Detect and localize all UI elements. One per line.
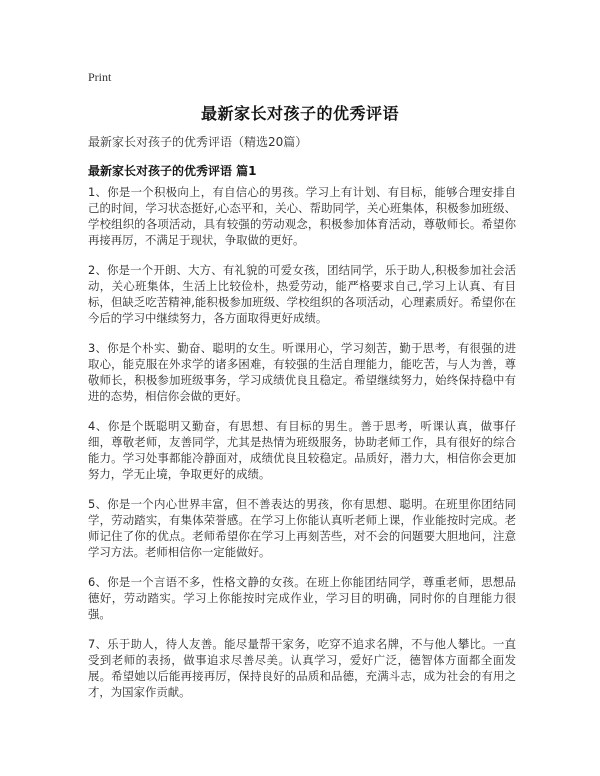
- section-heading: 最新家长对孩子的优秀评语 篇1: [88, 164, 257, 178]
- subtitle: 最新家长对孩子的优秀评语（精选20篇）: [88, 135, 308, 149]
- paragraph-7: 7、乐于助人，待人友善。能尽量帮干家务，吃穿不追求名牌，不与他人攀比。一直受到老师的表扬，做事追求尽善尽美。认真学习，爱好广泛，德智体方面都全面发展。希望她以后能再接再厉，保持良好的品质和品德，充满斗志，成为社会的有用之才，为国家作贡献。: [88, 637, 516, 699]
- article-body: [88, 184, 516, 714]
- paragraph-2: 2、你是一个开朗、大方、有礼貌的可爱女孩，团结同学，乐于助人,积极参加社会活动，关心班集体，生活上比较俭朴，热爱劳动，能严格要求自己,学习上认真、有目标，但缺乏吃苦精神,能积极参加班级、学校组织的各项活动，心理素质好。希望你在今后的学习中继续努力，各方面取得更好成绩。: [88, 263, 516, 325]
- paragraph-4: 4、你是个既聪明又勤奋，有思想、有目标的男生。善于思考，听课认真，做事仔细，尊敬老师，友善同学，尤其是热情为班级服务，协助老师工作，具有很好的综合能力。学习处事都能冷静面对，成绩优良且较稳定。品质好，潜力大，相信你会更加努力，学无止境，争取更好的成绩。: [88, 419, 516, 481]
- print-link[interactable]: Print: [88, 70, 112, 84]
- paragraph-1: 1、你是一个积极向上，有自信心的男孩。学习上有计划、有目标，能够合理安排自己的时间，学习状态挺好,心态平和，关心、帮助同学，关心班集体，积极参加班级、学校组织的各项活动，具有较强的劳动观念，积极参加体育活动，尊敬师长。希望你再接再厉，不满足于现状，争取做的更好。: [88, 185, 516, 247]
- page-title: 最新家长对孩子的优秀评语: [200, 104, 399, 123]
- paragraph-3: 3、你是个朴实、勤奋、聪明的女生。听课用心，学习刻苦，勤于思考，有很强的进取心，能克服在外求学的诸多困难，有较强的生活自理能力，能吃苦，与人为善，尊敬师长，积极参加班级事务，学习成绩优良且稳定。希望继续努力，始终保持稳中有进的态势，相信你会做的更好。: [88, 341, 516, 403]
- paragraph-6: 6、你是一个言语不多，性格文静的女孩。在班上你能团结同学，尊重老师，思想品德好，劳动踏实。学习上你能按时完成作业，学习目的明确，同时你的自理能力很强。: [88, 575, 516, 621]
- paragraph-5: 5、你是一个内心世界丰富，但不善表达的男孩，你有思想、聪明。在班里你团结同学，劳动踏实，有集体荣誉感。在学习上你能认真听老师上课，作业能按时完成。老师记住了你的优点。老师希望你在学习上再刻苦些，对不会的问题要大胆地问，注意学习方法。老师相信你一定能做好。: [88, 497, 516, 559]
